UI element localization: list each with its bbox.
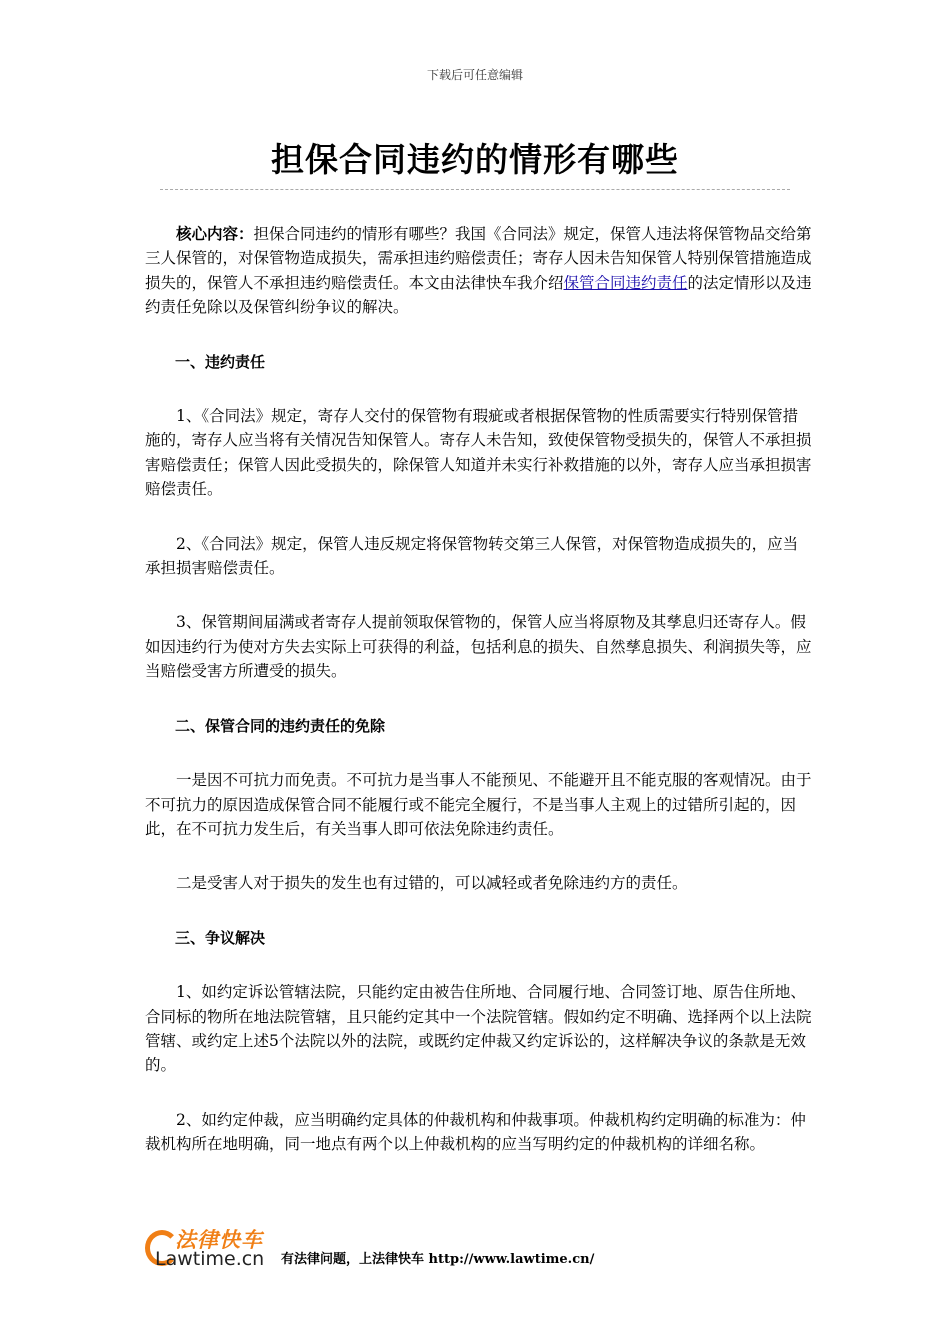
logo-english-text: Lawtime.cn [155, 1248, 265, 1270]
page-footer [145, 1226, 813, 1276]
intro-paragraph [145, 222, 813, 320]
section-paragraph: 1、《合同法》规定，寄存人交付的保管物有瑕疵或者根据保管物的性质需要实行特别保管措施的，寄存人应当将有关情况告知保管人。寄存人未告知，致使保管物受损失的，保管人不承担损害赔偿责任；保管人因此受损失的，除保管人知道并未实行补救措施的以外，寄存人应当承担损害赔偿责任。 [145, 407, 812, 499]
section-heading-dispute: 三、争议解决 [175, 928, 266, 947]
custody-contract-liability-link[interactable]: 保管合同违约责任 [563, 273, 688, 292]
title-divider [160, 189, 790, 190]
intro-text-before-link: 担保合同违约的情形有哪些？我国《合同法》规定，保管人违法将保管物品交给第三人保管的，对保管物造成损失，需承担违约赔偿责任；寄存人因未告知保管人特别保管措施造成损失的，保管人不承担违约赔偿责任。本文由法律快车我介绍 [145, 225, 812, 292]
section-heading-exemption: 二、保管合同的违约责任的免除 [175, 716, 386, 735]
section-heading-liability: 一、违约责任 [175, 352, 266, 371]
footer-slogan[interactable]: 有法律问题，上法律快车 http://www.lawtime.cn/ [281, 1252, 595, 1267]
section-paragraph: 二是受害人对于损失的发生也有过错的，可以减轻或者免除违约方的责任。 [176, 874, 688, 893]
section-paragraph: 2、《合同法》规定，保管人违反规定将保管物转交第三人保管，对保管物造成损失的，应当承担损害赔偿责任。 [145, 534, 799, 578]
document-body [145, 222, 813, 1187]
section-paragraph: 2、如约定仲裁，应当明确约定具体的仲裁机构和仲裁事项。仲裁机构约定明确的标准为：仲裁机构所在地明确，同一地点有两个以上仲裁机构的应当写明约定的仲裁机构的详细名称。 [145, 1110, 806, 1154]
logo-chinese-text: 法律快车 [175, 1228, 263, 1252]
intro-label: 核心内容： [176, 225, 254, 243]
intro-text-after-link: 的法定情形以及违约责任免除以及保管纠纷争议的解决。 [145, 273, 812, 317]
header-note: 下载后可任意编辑 [426, 68, 523, 82]
lawtime-logo[interactable] [145, 1226, 285, 1272]
section-paragraph: 1、如约定诉讼管辖法院，只能约定由被告住所地、合同履行地、合同签订地、原告住所地、合同标的物所在地法院管辖，且只能约定其中一个法院管辖。假如约定不明确、选择两个以上法院管辖、或约定上述5个法院以外的法院，或既约定仲裁又约定诉讼的，这样解决争议的条款是无效的。 [145, 983, 812, 1075]
section-paragraph: 3、保管期间届满或者寄存人提前领取保管物的，保管人应当将原物及其孳息归还寄存人。假如因违约行为使对方失去实际上可获得的利益，包括利息的损失、自然孳息损失、利润损失等，应当赔偿受害方所遭受的损失。 [145, 613, 812, 681]
document-title: 担保合同违约的情形有哪些 [271, 140, 679, 179]
section-paragraph: 一是因不可抗力而免责。不可抗力是当事人不能预见、不能避开且不能克服的客观情况。由于不可抗力的原因造成保管合同不能履行或不能完全履行，不是当事人主观上的过错所引起的，因此，在不可抗力发生后，有关当事人即可依法免除违约责任。 [145, 771, 812, 838]
